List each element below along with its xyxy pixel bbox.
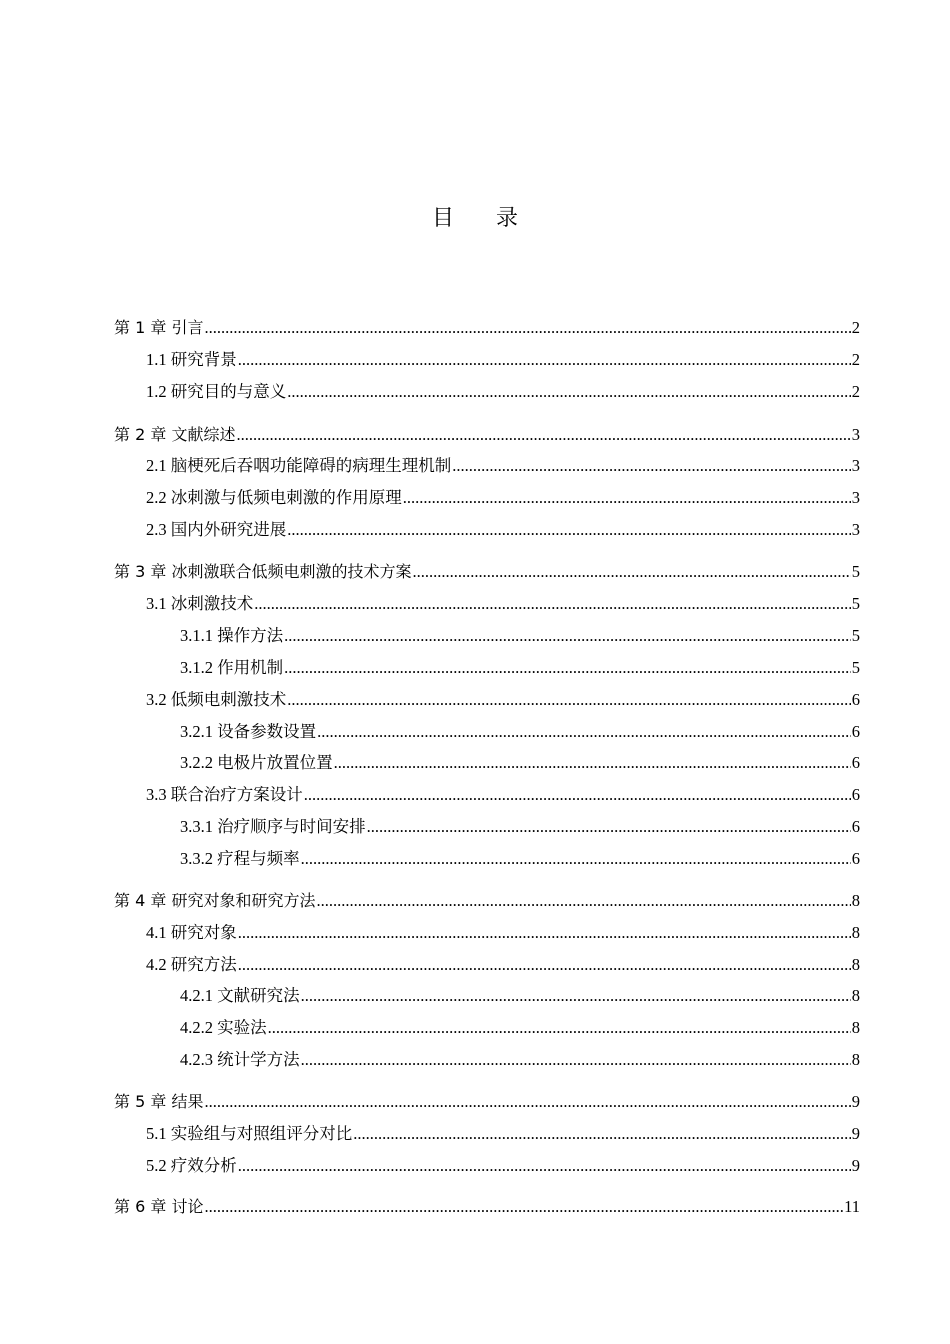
toc-entry-page: 6 <box>851 817 860 836</box>
toc-entry-label: 3.3.2 疗程与频率 <box>180 849 300 868</box>
toc-entry-label: 第 3 章 冰刺激联合低频电刺激的技术方案 <box>114 562 412 581</box>
dot-leader <box>317 720 851 744</box>
toc-title: 目录 <box>431 206 560 231</box>
toc-entry-label: 3.1.2 作用机制 <box>180 658 284 677</box>
toc-entry-page: 8 <box>851 1018 860 1037</box>
toc-entry-ch3[interactable] <box>114 558 860 584</box>
dot-leader <box>304 783 851 807</box>
toc-entry-page: 9 <box>851 1156 860 1175</box>
dot-leader <box>301 984 851 1008</box>
toc-entry-label: 第 5 章 结果 <box>114 1092 204 1111</box>
toc-entry-label: 2.3 国内外研究进展 <box>146 520 287 539</box>
toc-entry-3-1-2[interactable] <box>180 654 860 680</box>
toc-entry-label: 3.1.1 操作方法 <box>180 626 284 645</box>
toc-entry-page: 5 <box>851 658 860 677</box>
dot-leader <box>236 423 850 447</box>
toc-entry-label: 1.2 研究目的与意义 <box>146 382 287 401</box>
toc-entry-4-2-3[interactable] <box>180 1046 860 1072</box>
toc-entry-page: 6 <box>851 849 860 868</box>
toc-entry-label: 1.1 研究背景 <box>146 350 237 369</box>
toc-entry-page: 8 <box>851 891 860 910</box>
toc-entry-label: 5.2 疗效分析 <box>146 1156 237 1175</box>
dot-leader <box>238 1154 851 1178</box>
dot-leader <box>204 1195 843 1219</box>
toc-entry-label: 3.2 低频电刺激技术 <box>146 690 287 709</box>
dot-leader <box>452 454 851 478</box>
toc-entry-page: 3 <box>851 488 860 507</box>
toc-entry-label: 第 6 章 讨论 <box>114 1197 204 1216</box>
toc-entry-page: 8 <box>851 986 860 1005</box>
dot-leader <box>334 751 851 775</box>
dot-leader <box>367 815 851 839</box>
toc-entry-1-1[interactable] <box>146 346 860 372</box>
toc-entry-4-2-2[interactable] <box>180 1014 860 1040</box>
toc-entry-page: 2 <box>851 318 860 337</box>
dot-leader <box>353 1122 851 1146</box>
dot-leader <box>254 592 851 616</box>
dot-leader <box>412 560 850 584</box>
toc-entry-5-1[interactable] <box>146 1120 860 1146</box>
toc-entry-page: 6 <box>851 753 860 772</box>
toc-entry-label: 3.2.2 电极片放置位置 <box>180 753 333 772</box>
toc-entry-label: 3.2.1 设备参数设置 <box>180 722 317 741</box>
dot-leader <box>287 380 851 404</box>
toc-entry-page: 5 <box>851 594 860 613</box>
dot-leader <box>238 348 851 372</box>
dot-leader <box>287 688 851 712</box>
dot-leader <box>204 316 850 340</box>
toc-entry-page: 8 <box>851 955 860 974</box>
toc-entry-2-3[interactable] <box>146 516 860 542</box>
dot-leader <box>238 953 851 977</box>
toc-entry-page: 9 <box>851 1124 860 1143</box>
toc-entry-3-2-1[interactable] <box>180 718 860 744</box>
toc-entry-label: 2.1 脑梗死后吞咽功能障碍的病理生理机制 <box>146 456 452 475</box>
toc-entry-page: 5 <box>851 562 860 581</box>
toc-entry-ch1[interactable] <box>114 314 860 340</box>
toc-entry-page: 3 <box>851 456 860 475</box>
toc-entry-3-2-2[interactable] <box>180 749 860 775</box>
toc-entry-label: 4.2.3 统计学方法 <box>180 1050 300 1069</box>
toc-entry-ch5[interactable] <box>114 1088 860 1114</box>
toc-entry-2-2[interactable] <box>146 484 860 510</box>
toc-entry-label: 5.1 实验组与对照组评分对比 <box>146 1124 353 1143</box>
toc-entry-page: 5 <box>851 626 860 645</box>
toc-entry-2-1[interactable] <box>146 452 860 478</box>
toc-entry-page: 2 <box>851 382 860 401</box>
dot-leader <box>284 656 851 680</box>
dot-leader <box>301 847 851 871</box>
toc-entry-page: 3 <box>851 520 860 539</box>
toc-entry-page: 6 <box>851 785 860 804</box>
toc-entry-4-1[interactable] <box>146 919 860 945</box>
toc-entry-3-3-1[interactable] <box>180 813 860 839</box>
dot-leader <box>287 518 851 542</box>
toc-entry-label: 3.3.1 治疗顺序与时间安排 <box>180 817 366 836</box>
toc-entry-label: 第 2 章 文献综述 <box>114 425 236 444</box>
toc-entry-page: 2 <box>851 350 860 369</box>
toc-entry-3-3-2[interactable] <box>180 845 860 871</box>
dot-leader <box>268 1016 851 1040</box>
toc-entry-label: 4.2 研究方法 <box>146 955 237 974</box>
toc-entry-page: 6 <box>851 690 860 709</box>
toc-entry-ch6[interactable] <box>114 1193 860 1219</box>
dot-leader <box>238 921 851 945</box>
dot-leader <box>284 624 851 648</box>
toc-entry-1-2[interactable] <box>146 378 860 404</box>
toc-entry-4-2-1[interactable] <box>180 982 860 1008</box>
toc-entry-4-2[interactable] <box>146 951 860 977</box>
toc-entry-page: 9 <box>851 1092 860 1111</box>
toc-entry-label: 4.2.2 实验法 <box>180 1018 267 1037</box>
toc-entry-page: 6 <box>851 722 860 741</box>
toc-entry-page: 8 <box>851 923 860 942</box>
dot-leader <box>316 889 850 913</box>
toc-entry-label: 第 1 章 引言 <box>114 318 204 337</box>
toc-entry-5-2[interactable] <box>146 1152 860 1178</box>
dot-leader <box>204 1090 850 1114</box>
toc-entry-3-1-1[interactable] <box>180 622 860 648</box>
toc-entry-label: 3.3 联合治疗方案设计 <box>146 785 303 804</box>
dot-leader <box>301 1048 851 1072</box>
toc-entry-ch2[interactable] <box>114 421 860 447</box>
toc-entry-3-1[interactable] <box>146 590 860 616</box>
toc-entry-3-3[interactable] <box>146 781 860 807</box>
toc-entry-3-2[interactable] <box>146 686 860 712</box>
toc-entry-label: 2.2 冰刺激与低频电刺激的作用原理 <box>146 488 402 507</box>
toc-entry-label: 4.2.1 文献研究法 <box>180 986 300 1005</box>
toc-entry-label: 第 4 章 研究对象和研究方法 <box>114 891 316 910</box>
toc-entry-page: 8 <box>851 1050 860 1069</box>
toc-entry-ch4[interactable] <box>114 887 860 913</box>
toc-entry-page: 3 <box>851 425 860 444</box>
toc-entry-label: 3.1 冰刺激技术 <box>146 594 254 613</box>
toc-entry-label: 4.1 研究对象 <box>146 923 237 942</box>
dot-leader <box>403 486 851 510</box>
toc-entry-page: 11 <box>844 1197 860 1216</box>
